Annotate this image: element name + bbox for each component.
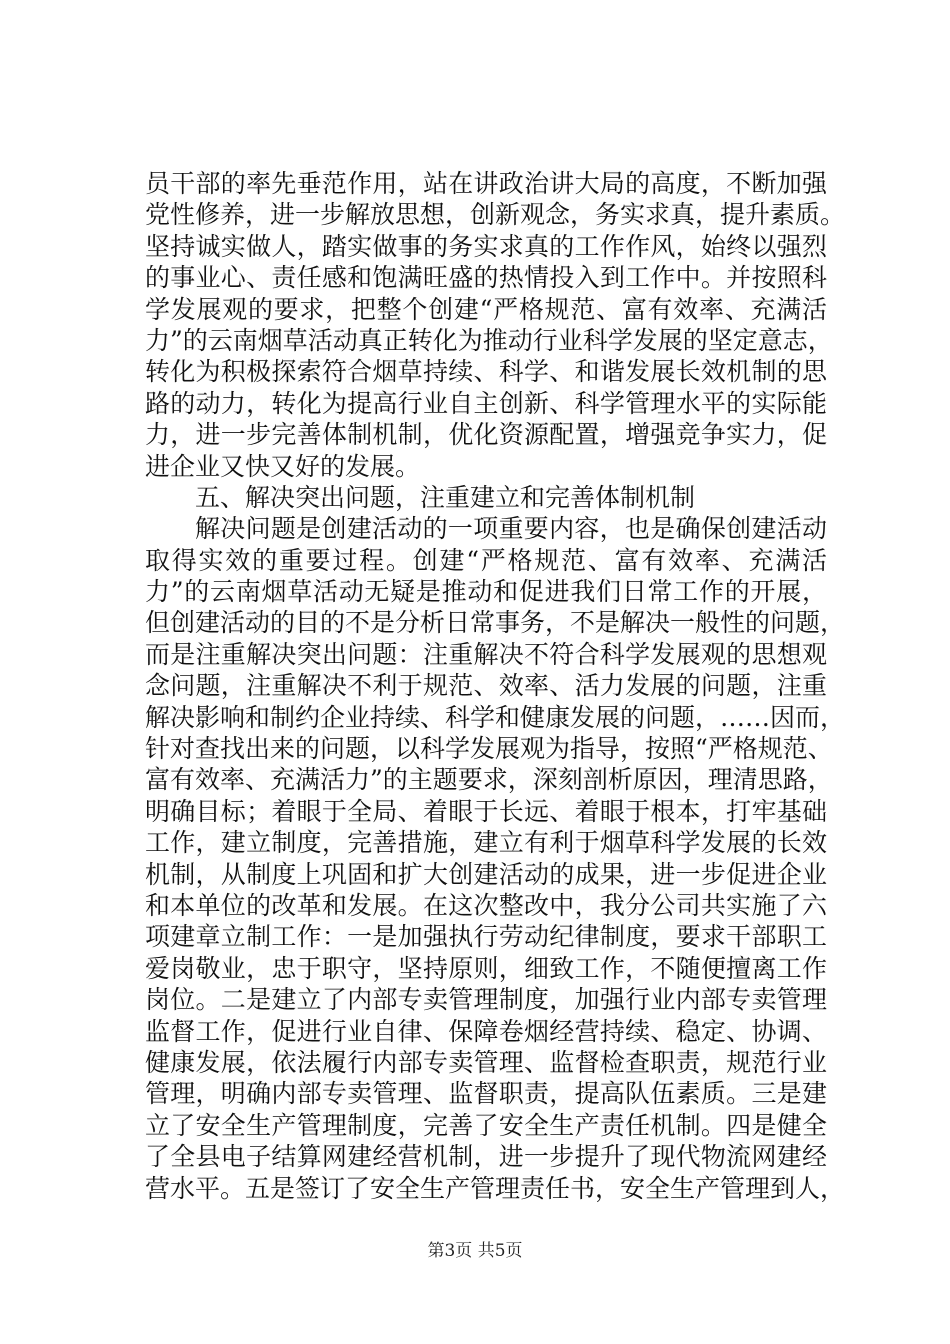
text-line: 力”的云南烟草活动真正转化为推动行业科学发展的坚定意志， — [145, 325, 833, 355]
text-line: 党性修养，进一步解放思想，创新观念，务实求真，提升素质。 — [145, 200, 846, 230]
page-number-footer: 第3页 共5页 — [427, 1241, 523, 1261]
text-line: 力”的云南烟草活动无疑是推动和促进我们日常工作的开展， — [145, 577, 827, 607]
text-line: 岗位。二是建立了内部专卖管理制度，加强行业内部专卖管理 — [145, 985, 827, 1015]
text-line: 的事业心、责任感和饱满旺盛的热情投入到工作中。并按照科 — [145, 263, 827, 293]
document-body — [145, 168, 846, 1204]
text-line: 爱岗敬业，忠于职守，坚持原则，细致工作，不随便擅离工作 — [145, 953, 827, 983]
text-line: 项建章立制工作：一是加强执行劳动纪律制度，要求干部职工 — [145, 922, 827, 952]
text-line: 取得实效的重要过程。创建“严格规范、富有效率、充满活 — [145, 545, 827, 575]
text-line: 管理，明确内部专卖管理、监督职责，提高队伍素质。三是建 — [145, 1079, 827, 1109]
text-line: 针对查找出来的问题，以科学发展观为指导，按照“严格规范、 — [145, 734, 833, 764]
text-line: 了全县电子结算网建经营机制，进一步提升了现代物流网建经 — [145, 1142, 827, 1172]
text-line: 念问题，注重解决不利于规范、效率、活力发展的问题，注重 — [145, 671, 827, 701]
text-line: 健康发展，依法履行内部专卖管理、监督检查职责，规范行业 — [145, 1047, 827, 1077]
text-line: 工作，建立制度，完善措施，建立有利于烟草科学发展的长效 — [145, 828, 827, 858]
text-line: 员干部的率先垂范作用，站在讲政治讲大局的高度，不断加强 — [145, 169, 827, 198]
text-line: 学发展观的要求，把整个创建“严格规范、富有效率、充满活 — [145, 294, 827, 324]
text-line: 解决问题是创建活动的一项重要内容，也是确保创建活动 — [195, 514, 827, 544]
text-line: 但创建活动的目的不是分析日常事务，不是解决一般性的问题， — [145, 608, 846, 638]
text-line: 监督工作，促进行业自律、保障卷烟经营持续、稳定、协调、 — [145, 1016, 827, 1046]
text-line: 立了安全生产管理制度，完善了安全生产责任机制。四是健全 — [145, 1110, 827, 1140]
text-line: 而是注重解决突出问题：注重解决不符合科学发展观的思想观 — [145, 639, 827, 669]
text-line: 富有效率、充满活力”的主题要求，深刻剖析原因，理清思路， — [145, 765, 833, 795]
text-line: 机制，从制度上巩固和扩大创建活动的成果，进一步促进企业 — [145, 859, 827, 889]
section-heading: 五、解决突出问题，注重建立和完善体制机制 — [195, 482, 696, 512]
text-line: 解决影响和制约企业持续、科学和健康发展的问题，……因而， — [145, 702, 846, 732]
text-line: 营水平。五是签订了安全生产管理责任书，安全生产管理到人， — [145, 1173, 846, 1203]
text-line: 路的动力，转化为提高行业自主创新、科学管理水平的实际能 — [145, 388, 827, 418]
text-line: 进企业又快又好的发展。 — [145, 451, 421, 481]
text-line: 和本单位的改革和发展。在这次整改中，我分公司共实施了六 — [145, 890, 827, 920]
text-line: 明确目标；着眼于全局、着眼于长远、着眼于根本，打牢基础 — [145, 796, 827, 826]
text-line: 坚持诚实做人，踏实做事的务实求真的工作作风，始终以强烈 — [145, 231, 827, 261]
text-line: 力，进一步完善体制机制，优化资源配置，增强竞争实力，促 — [145, 420, 827, 450]
text-line: 转化为积极探索符合烟草持续、科学、和谐发展长效机制的思 — [145, 357, 827, 387]
